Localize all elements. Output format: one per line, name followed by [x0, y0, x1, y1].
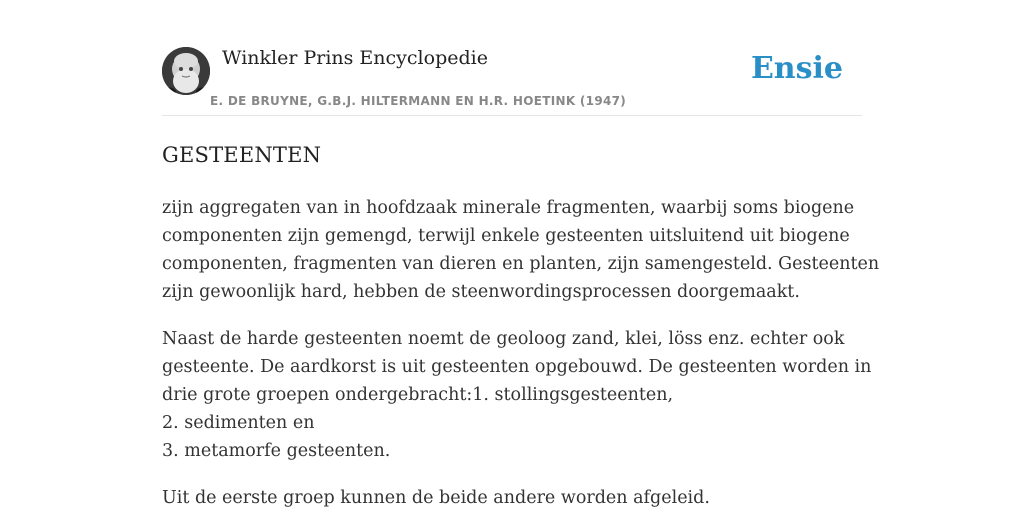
paragraph-3: Uit de eerste groep kunnen de beide andere worden afgeleid.: [162, 488, 710, 508]
list-item: 2. sedimenten en: [162, 413, 315, 433]
paragraph-line: zijn aggregaten van in hoofdzaak minerale fragmenten, waarbij soms biogene: [162, 198, 855, 218]
list-item: 3. metamorfe gesteenten.: [162, 441, 391, 461]
paragraph-2: [162, 325, 872, 512]
authors-line: E. DE BRUYNE, G.B.J. HILTERMANN EN H.R. HOETINK (1947): [210, 94, 627, 108]
paragraph-line: Naast de harde gesteenten noemt de geoloog zand, klei, löss enz. echter ook: [162, 329, 845, 349]
paragraph-line: drie grote groepen ondergebracht:1. stollingsgesteenten,: [162, 385, 674, 405]
portrait-icon: [162, 47, 210, 95]
paragraph-1: [162, 194, 880, 306]
paragraph-line: zijn gewoonlijk hard, hebben de steenwordingsprocessen doorgemaakt.: [162, 282, 800, 302]
article-title: GESTEENTEN: [162, 143, 322, 167]
paragraph-line: componenten zijn gemengd, terwijl enkele gesteenten uitsluitend uit biogene: [162, 226, 850, 246]
author-avatar[interactable]: [162, 47, 210, 95]
page: [162, 0, 880, 531]
brand-logo[interactable]: Ensie: [750, 51, 843, 86]
paragraph-line: componenten, fragmenten van dieren en planten, zijn samengesteld. Gesteenten: [162, 254, 880, 274]
article-content: [162, 194, 880, 512]
paragraph-line: gesteente. De aardkorst is uit gesteenten opgebouwd. De gesteenten worden in: [162, 357, 872, 377]
site-name[interactable]: Winkler Prins Encyclopedie: [222, 47, 488, 69]
header: [162, 0, 862, 116]
line-gap: [162, 465, 862, 484]
